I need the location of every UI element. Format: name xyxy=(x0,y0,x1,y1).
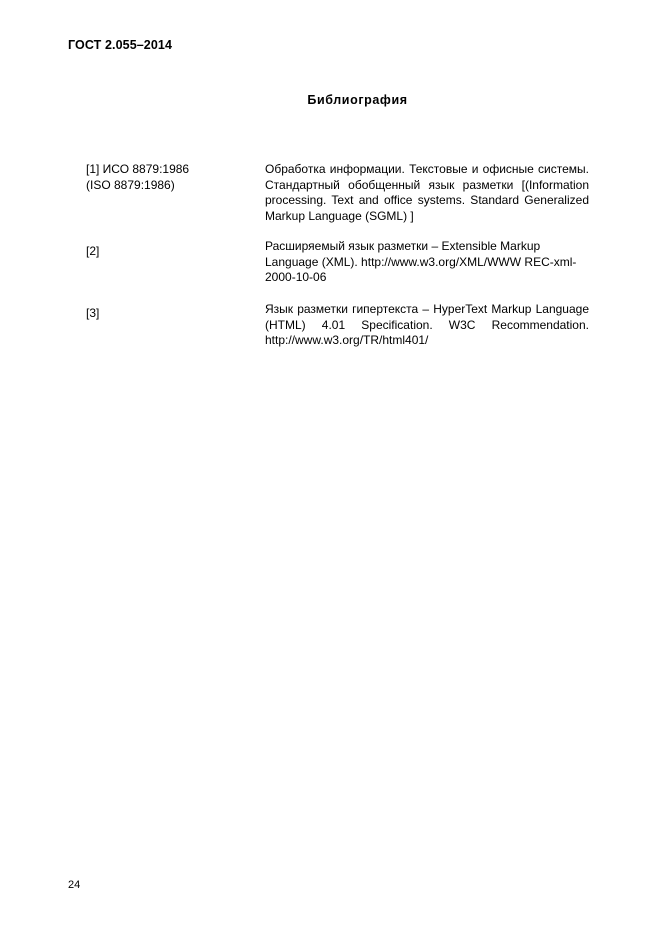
reference-description: Расширяемый язык разметки – Extensible Markup Language (XML). http://www.w3.org/XML/WWW REC-xml-2000-10-06 xyxy=(265,239,577,284)
reference-number xyxy=(86,162,246,193)
reference-number-line: (ISO 8879:1986) xyxy=(86,177,175,192)
reference-number-line: [3] xyxy=(86,306,100,320)
reference-description: Язык разметки гипертекста – HyperText Markup Language (HTML) 4.01 Specification. W3C Recommendation. http://www.w3.org/TR/html401/ xyxy=(265,302,589,347)
document-header: ГОСТ 2.055–2014 xyxy=(68,38,173,52)
reference-number xyxy=(86,306,246,322)
reference-number xyxy=(86,244,246,260)
reference-number-line: [1] ИСО 8879:1986 xyxy=(86,162,190,176)
section-title: Библиография xyxy=(307,93,408,107)
reference-description: Обработка информации. Текстовые и офисные системы. Стандартный обобщенный язык разметки [(Information processing. Text and office systems. Standard Generalized Markup Language (SGML) ] xyxy=(265,162,589,223)
reference-number-line: [2] xyxy=(86,244,100,258)
page-number: 24 xyxy=(68,879,81,891)
